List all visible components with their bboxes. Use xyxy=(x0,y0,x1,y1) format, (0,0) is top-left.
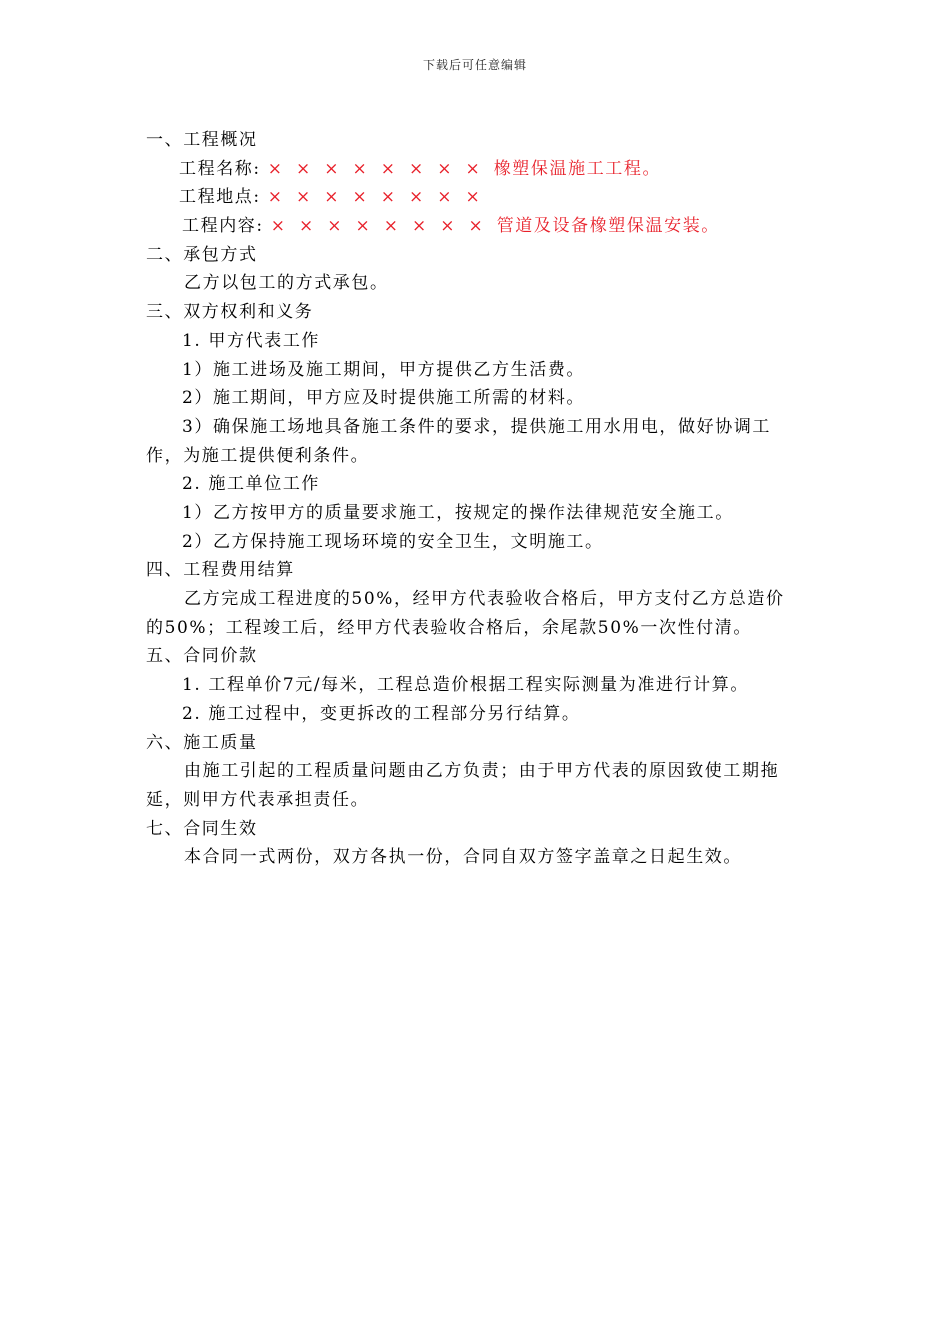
page-header: 下载后可任意编辑 xyxy=(422,58,527,72)
settlement-text: 乙方完成工程进度的50%，经甲方代表验收合格后，甲方支付乙方总造价的50%；工程竣工后，经甲方代表验收合格后，余尾款50%一次性付清。 xyxy=(146,589,785,638)
section-heading-overview: 一、工程概况 xyxy=(146,130,258,150)
project-name-value: 橡塑保温施工工程。 xyxy=(493,158,662,179)
list-item: 2）乙方保持施工现场环境的安全卫生，文明施工。 xyxy=(182,531,604,552)
effect-text: 本合同一式两份，双方各执一份，合同自双方签字盖章之日起生效。 xyxy=(184,847,742,868)
list-item: 1. 工程单价7元/每米，工程总造价根据工程实际测量为准进行计算。 xyxy=(182,675,749,696)
project-content-line xyxy=(146,212,826,241)
section-heading-quality: 六、施工质量 xyxy=(146,732,258,753)
subheading-party-a: 1. 甲方代表工作 xyxy=(182,330,321,351)
section-heading-contract-type: 二、承包方式 xyxy=(146,244,258,265)
subheading-contractor: 2. 施工单位工作 xyxy=(182,474,321,495)
section-heading-effect: 七、合同生效 xyxy=(146,818,258,839)
section-heading-settlement: 四、工程费用结算 xyxy=(146,560,295,581)
project-content-placeholder: ×××××××× xyxy=(270,216,497,237)
section-heading-rights-duties: 三、双方权利和义务 xyxy=(146,302,314,323)
list-item: 2）施工期间，甲方应及时提供施工所需的材料。 xyxy=(182,388,586,409)
section-heading-price: 五、合同价款 xyxy=(146,646,258,667)
contract-type-text: 乙方以包工的方式承包。 xyxy=(184,273,389,294)
project-name-label: 工程名称: xyxy=(179,158,261,179)
list-item: 2. 施工过程中，变更拆改的工程部分另行结算。 xyxy=(182,703,581,724)
project-site-line xyxy=(146,183,826,212)
document-body xyxy=(146,126,826,872)
quality-text: 由施工引起的工程质量问题由乙方负责；由于甲方代表的原因致使工期拖延，则甲方代表承担责任。 xyxy=(146,761,780,810)
list-item: 1）乙方按甲方的质量要求施工，按规定的操作法律规范安全施工。 xyxy=(182,502,734,523)
project-content-value: 管道及设备橡塑保温安装。 xyxy=(496,216,720,237)
project-site-placeholder: ×××××××× xyxy=(267,187,494,208)
project-name-placeholder: ×××××××× xyxy=(267,158,494,179)
project-name-line xyxy=(146,155,826,184)
list-item: 3）确保施工场地具备施工条件的要求，提供施工用水用电，做好协调工作，为施工提供便利条件。 xyxy=(146,416,772,466)
project-site-label: 工程地点: xyxy=(179,187,261,208)
project-content-label: 工程内容: xyxy=(182,216,264,237)
list-item: 1）施工进场及施工期间，甲方提供乙方生活费。 xyxy=(182,359,586,380)
